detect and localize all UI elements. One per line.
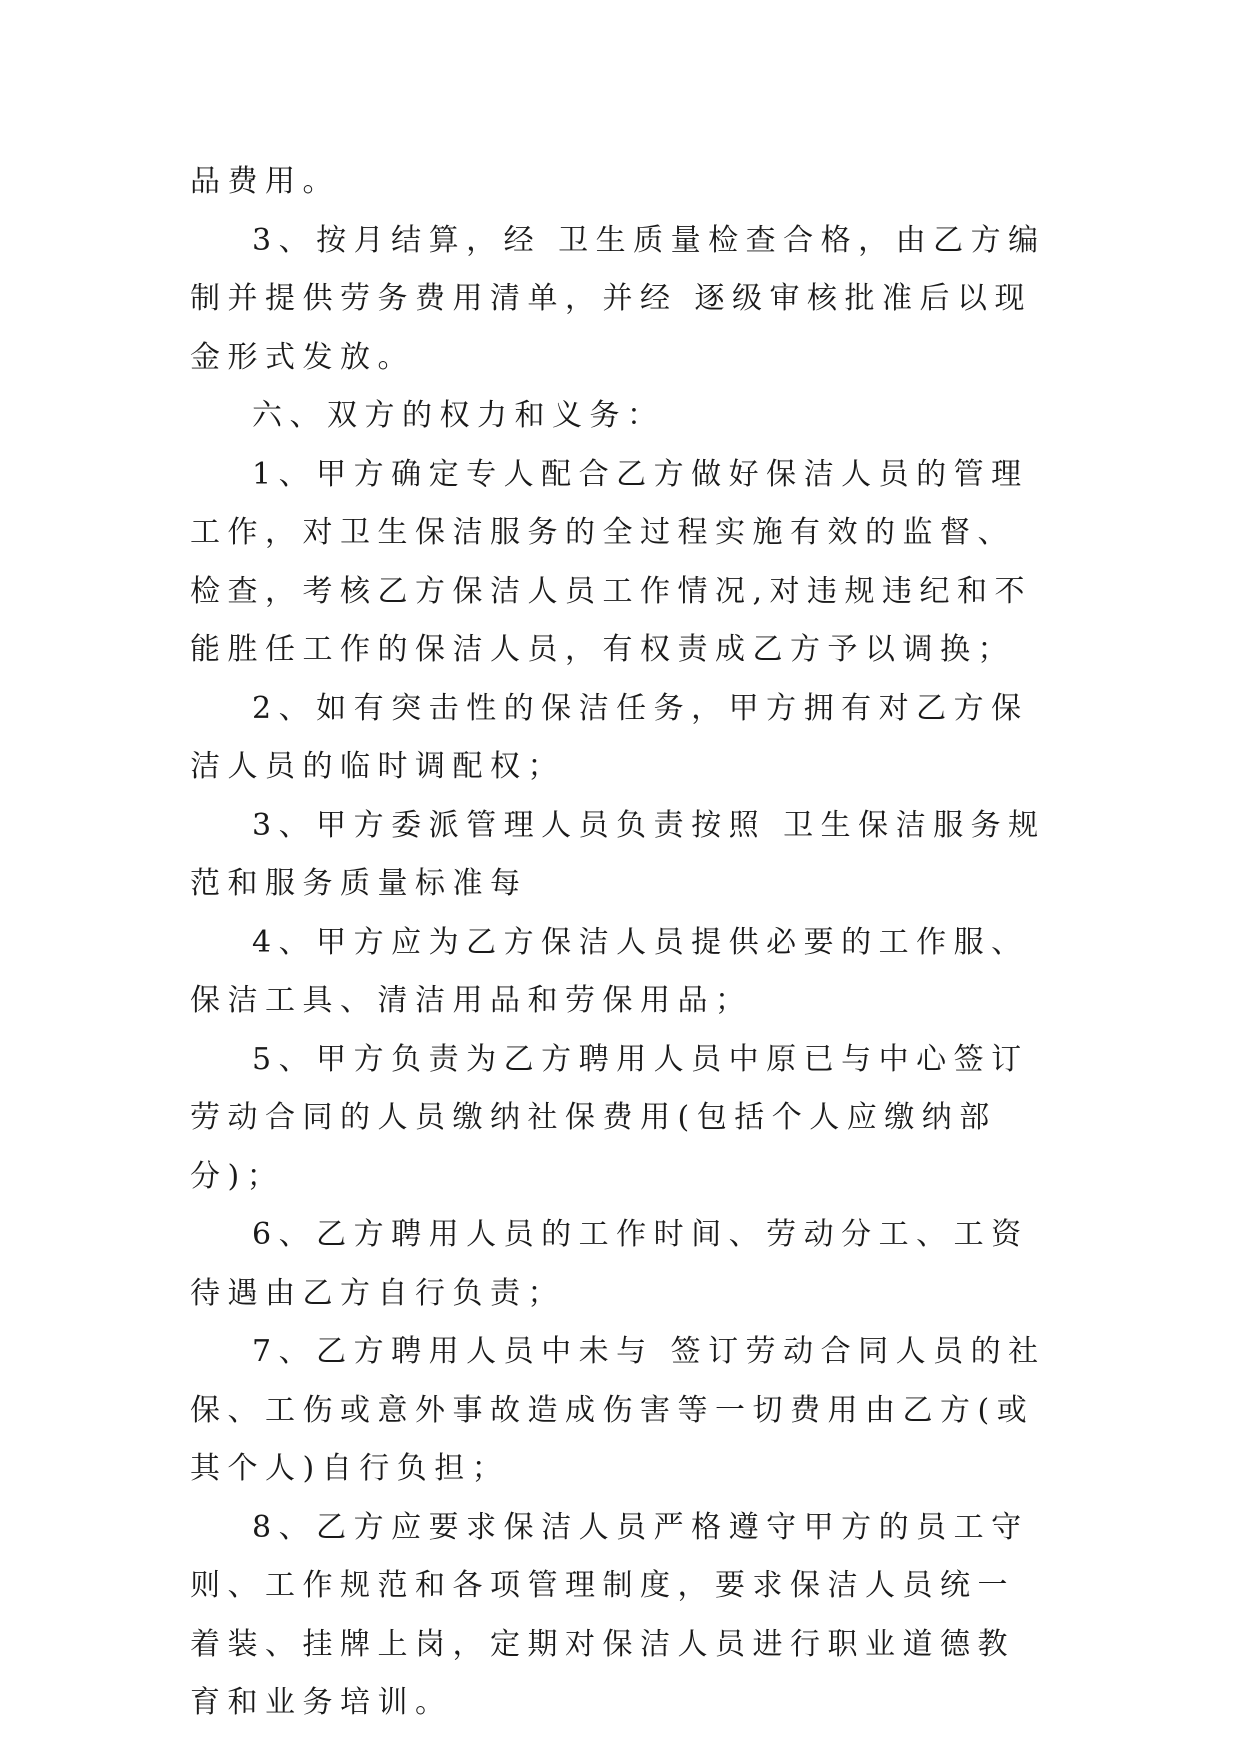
- paragraph-clause-3: 3、甲方委派管理人员负责按照 卫生保洁服务规范和服务质量标准每: [190, 807, 1046, 901]
- paragraph-clause-5: 5、甲方负责为乙方聘用人员中原已与中心签订劳动合同的人员缴纳社保费用(包括个人应缴纳部分)；: [190, 1041, 1029, 1194]
- paragraph-clause-4: 4、甲方应为乙方保洁人员提供必要的工作服、保洁工具、清洁用品和劳保用品；: [190, 924, 1029, 1018]
- paragraph-clause-1: 1、甲方确定专人配合乙方做好保洁人员的管理工作，对卫生保洁服务的全过程实施有效的监督、检查，考核乙方保洁人员工作情况,对违规违纪和不能胜任工作的保洁人员，有权责成乙方予以调换；: [190, 456, 1033, 667]
- paragraph-continuation: 品费用。: [190, 164, 340, 199]
- paragraph-clause-7: 7、乙方聘用人员中未与 签订劳动合同人员的社保、工伤或意外事故造成伤害等一切费用由乙方(或其个人)自行负担；: [190, 1334, 1046, 1486]
- paragraph-settlement: 3、按月结算，经 卫生质量检查合格，由乙方编制并提供劳务费用清单，并经 逐级审核批准后以现金形式发放。: [190, 222, 1046, 375]
- paragraph-clause-8: 8、乙方应要求保洁人员严格遵守甲方的员工守则、工作规范和各项管理制度，要求保洁人员统一着装、挂牌上岗，定期对保洁人员进行职业道德教育和业务培训。: [190, 1509, 1029, 1720]
- section-heading-rights-obligations: 六、双方的权力和义务：: [252, 398, 665, 433]
- document-body: [190, 153, 1050, 1733]
- paragraph-clause-2: 2、如有突击性的保洁任务，甲方拥有对乙方保洁人员的临时调配权；: [190, 690, 1029, 784]
- paragraph-clause-6: 6、乙方聘用人员的工作时间、劳动分工、工资待遇由乙方自行负责；: [190, 1217, 1029, 1311]
